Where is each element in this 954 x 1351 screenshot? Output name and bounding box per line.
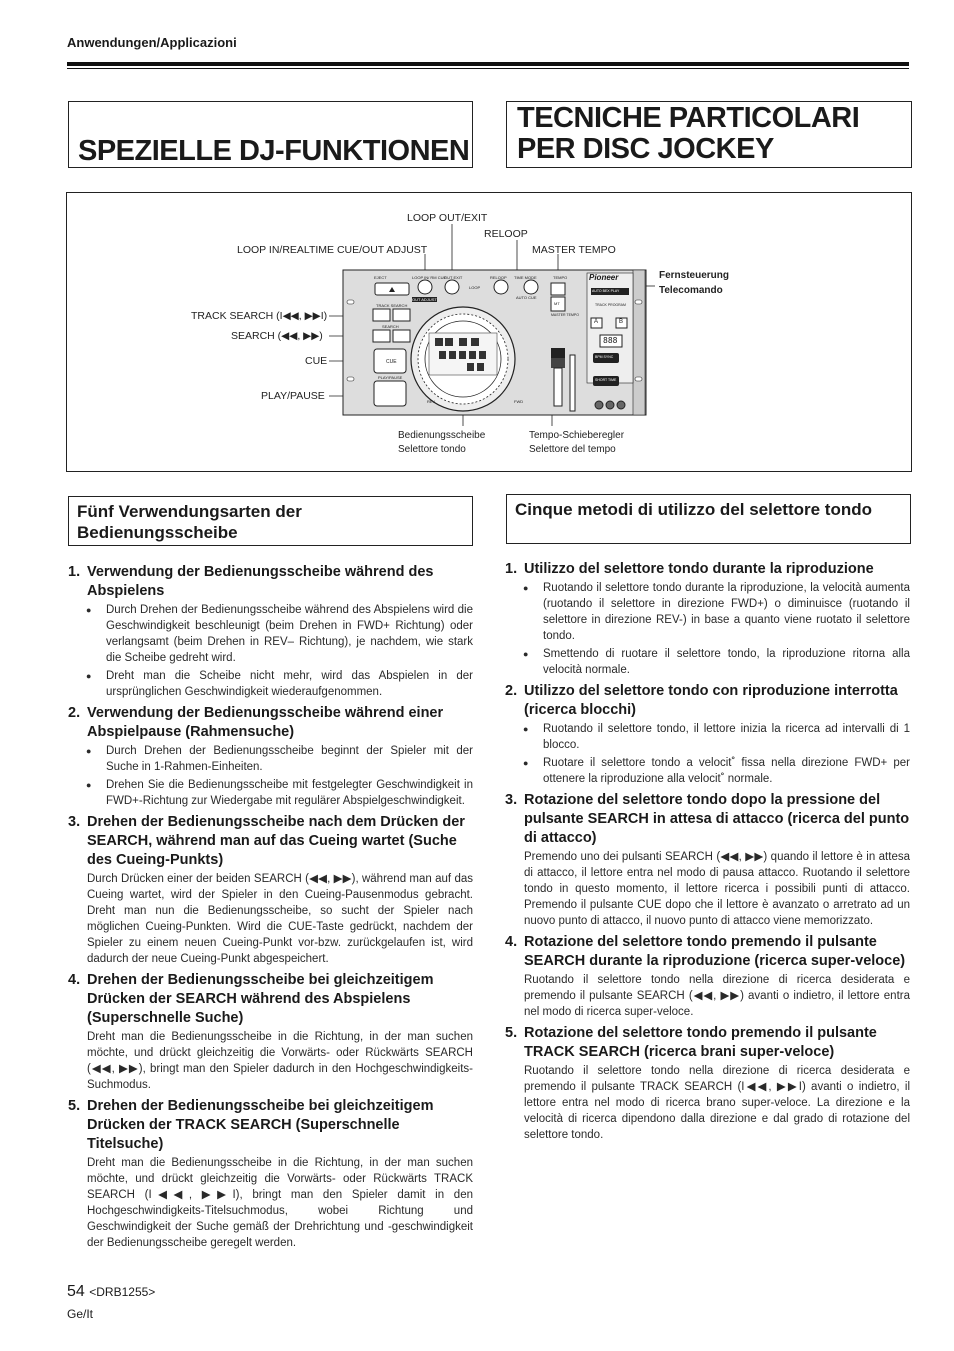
italian-item-4-title: [505, 933, 910, 971]
label-remote-it: Telecomando: [659, 285, 723, 296]
panel-tempo: TEMPO: [553, 275, 568, 280]
label-reloop: RELOOP: [484, 228, 528, 240]
panel-track-program: TRACK PROGRAM: [595, 303, 626, 307]
italian-item-5-title: [505, 1024, 910, 1062]
german-item-3-text: Durch Drücken einer der beiden SEARCH (◀◀, ▶▶), während man auf das Cueing wartet, wird der Spieler in den Cueing-Pausenmodus gebracht. Dreht man nun die Bedienungsscheibe, so sucht der Spieler nach möglichen Cueing-Punkten. Wird die CUE-Taste gedrückt, nachdem der Spieler zu einem neuen Cueing-Punkt vor-bzw. zurückgelaufen ist, wird dadurch der neue Cueing-Punkt abgespeichert.: [87, 873, 473, 965]
panel-reloop: RELOOP: [490, 275, 507, 280]
panel-eject: EJECT: [374, 275, 387, 280]
item-title-text: Utilizzo del selettore tondo con riproduzione interrotta (ricerca blocchi): [524, 683, 898, 718]
german-item-5-text: Dreht man die Bedienungsscheibe in die Richtung, in der man suchen möchte, und drückt gleichzeitig die Vorwärts- oder Rückwärts TRACK SEARCH (I◀◀, ▶▶I), bringt man den Spieler damit in den Hochgeschwindigkeits-Titelsuchmodus, wobei Richtung und Geschwindigkeit der Suche gemäß der Drehrichtung und -geschwindigkeit der Bedienungsscheibe geregelt werden.: [87, 1157, 473, 1249]
italian-item-1-bullet-1: ● Ruotando il selettore tondo durante la riproduzione, la velocità aumenta (ruotando il selettore in direzione FWD+) o diminuisce (ruotando il selettore in direzione REV-) in base a quanto viene ruotato il selettore tondo.: [505, 580, 910, 644]
italian-item-1-title: [505, 560, 910, 579]
language-code: Ge/It: [67, 1307, 94, 1321]
label-cue: CUE: [305, 355, 328, 367]
label-remote-de: Fernsteuerung: [659, 270, 730, 281]
italian-item-5-text: Ruotando il selettore tondo nella direzione di ricerca desiderata e premendo il pulsante TRACK SEARCH (I◀◀, ▶▶I) avanti o indietro, il lettore entra nel modo di ricerca brano super-veloce. La direzione e la velocità di ricerca dipendono dalla direzione e dal grado di rotazione del selettore tondo.: [524, 1065, 910, 1141]
german-item-5-title: [68, 1097, 473, 1154]
panel-fwd: FWD: [514, 399, 524, 404]
german-item-2-bullet-2: ● Drehen Sie die Bedienungsscheibe mit festgelegter Geschwindigkeit in FWD+-Richtung zur Wiedergabe mit regulärer Abspielgeschwindigkeit.: [68, 777, 473, 809]
label-tempo-de: Tempo-Schieberegler: [529, 430, 625, 441]
item-number: 4.: [68, 972, 81, 988]
item-title-text: Rotazione del selettore tondo dopo la pressione del pulsante SEARCH in attesa di attacco (ricerca del punto di attacco): [524, 792, 910, 846]
german-title-box: [68, 101, 473, 168]
panel-cue: CUE: [386, 359, 397, 365]
player-diagram: [66, 192, 912, 472]
panel-loop: LOOP: [469, 285, 481, 290]
german-title: SPEZIELLE DJ-FUNKTIONEN: [78, 135, 470, 167]
item-number: 4.: [505, 934, 518, 950]
italian-item-4-text: Ruotando il selettore tondo nella direzione di ricerca desiderata e premendo il pulsante SEARCH (◀◀, ▶▶) avanti o indietro, il lettore entra nel modo di ricerca super-veloce.: [524, 974, 910, 1018]
panel-out-exit: OUT EXIT: [444, 275, 463, 280]
label-master-tempo: MASTER TEMPO: [532, 244, 616, 256]
page-footer: [67, 1283, 155, 1301]
label-track-search: TRACK SEARCH (I◀◀, ▶▶I): [191, 310, 328, 322]
panel-out-adjust: OUT ADJUST: [412, 297, 437, 302]
item-title-text: Drehen der Bedienungsscheibe nach dem Drücken der SEARCH, während man auf das Cueing wartet (Suche des Cueing-Punkts): [87, 814, 465, 868]
german-item-2-bullet-1: ● Durch Drehen der Bedienungsscheibe beginnt der Spieler mit der Suche in 1-Rahmen-Einheiten.: [68, 743, 473, 775]
italian-title-line2: PER DISC JOCKEY: [517, 133, 774, 165]
german-item-2-title: [68, 704, 473, 742]
german-item-4-title: [68, 971, 473, 1028]
player-illustration: [67, 193, 913, 473]
italian-title-box: [506, 101, 912, 168]
italian-item-2-title: [505, 682, 910, 720]
item-title-text: Drehen der Bedienungsscheibe bei gleichzeitigem Drücken der SEARCH während des Abspielens (Superschnelle Suche): [87, 972, 434, 1026]
german-item-1-bullet-1: ● Durch Drehen der Bedienungsscheibe während des Abspielens wird die Geschwindigkeit beschleunigt (beim Drehen in FWD+ Richtung) oder verlangsamt (beim Drehen in REV– Richtung), je nachdem, wie stark die Scheibe gedreht wird.: [68, 602, 473, 666]
panel-brand-logo: Pioneer: [589, 273, 619, 282]
item-title-text: Rotazione del selettore tondo premendo il pulsante TRACK SEARCH (ricerca brani super-veloce): [524, 1025, 877, 1060]
label-loop-out-exit: LOOP OUT/EXIT: [407, 212, 488, 224]
item-number: 3.: [68, 814, 81, 830]
panel-bpm-sync: BPM SYNC: [595, 355, 614, 359]
label-jog-de: Bedienungsscheibe: [398, 430, 486, 441]
item-number: 2.: [505, 683, 518, 699]
panel-auto-cue: AUTO CUE: [516, 295, 537, 300]
german-section-heading: Fünf Verwendungsarten der Bedienungsscheibe: [68, 496, 473, 546]
german-item-1-title: [68, 563, 473, 601]
panel-rev: REV: [427, 399, 436, 404]
item-number: 5.: [505, 1025, 518, 1041]
italian-title-line1: TECNICHE PARTICOLARI: [517, 102, 860, 134]
item-number: 5.: [68, 1098, 81, 1114]
panel-short-time: SHORT TIME: [595, 378, 617, 382]
panel-auto-beat: AUTO BEX PLAY: [592, 289, 620, 293]
item-title-text: Verwendung der Bedienungsscheibe während einer Abspielpause (Rahmensuche): [87, 705, 444, 740]
item-title-text: Utilizzo del selettore tondo durante la riproduzione: [524, 561, 874, 577]
panel-master-tempo: MASTER TEMPO: [551, 313, 579, 317]
panel-loop-in: LOOP IN/ RM CUE: [412, 275, 447, 280]
label-tempo-it: Selettore del tempo: [529, 444, 616, 455]
header-rule: [67, 62, 909, 66]
german-column: [68, 559, 473, 1253]
italian-column: [505, 556, 910, 1145]
item-number: 2.: [68, 705, 81, 721]
item-number: 3.: [505, 792, 518, 808]
italian-item-3-title: [505, 791, 910, 848]
label-play-pause: PLAY/PAUSE: [261, 390, 325, 402]
italian-item-3-text: Premendo uno dei pulsanti SEARCH (◀◀, ▶▶) quando il lettore è in attesa di attacco, il lettore entra nel modo di pausa attacco. Ruotando il selettore tondo in questo momento, il lettore ricerca i possibili punti di attacco. Premendo il pulsante CUE dopo che il lettore è avanzato o arretrato ad un nuovo punto di attacco, il nuovo punto di attacco viene memorizzato.: [524, 851, 910, 927]
section-header: Anwendungen/Applicazioni: [67, 35, 237, 50]
panel-play-pause: PLAY/PAUSE: [378, 375, 403, 380]
italian-section-heading: Cinque metodi di utilizzo del selettore tondo: [506, 494, 911, 544]
page-number: 54: [67, 1283, 85, 1300]
german-item-1-bullet-2: ● Dreht man die Scheibe nicht mehr, wird das Abspielen in der ursprünglichen Geschwindigkeit wiederaufgenommen.: [68, 668, 473, 700]
document-code: <DRB1255>: [89, 1285, 156, 1299]
italian-item-2-bullet-1: ● Ruotando il selettore tondo, il lettore inizia la ricerca ad intervalli di 1 blocco.: [505, 721, 910, 753]
panel-display-digits: 888: [603, 336, 618, 345]
panel-track-search: TRACK SEARCH: [376, 303, 408, 308]
panel-time-mode: TIME MODE: [514, 275, 537, 280]
panel-mt: MT: [554, 301, 560, 306]
german-item-3-title: [68, 813, 473, 870]
panel-b: B: [619, 319, 624, 325]
item-number: 1.: [68, 564, 81, 580]
item-title-text: Verwendung der Bedienungsscheibe während des Abspielens: [87, 564, 434, 599]
italian-item-1-bullet-2: ● Smettendo di ruotare il selettore tondo, la riproduzione ritorna alla velocità normale.: [505, 646, 910, 678]
label-jog-it: Selettore tondo: [398, 444, 466, 455]
item-number: 1.: [505, 561, 518, 577]
panel-search: SEARCH: [382, 324, 399, 329]
label-loop-in: LOOP IN/REALTIME CUE/OUT ADJUST: [237, 244, 428, 256]
german-item-4-text: Dreht man die Bedienungsscheibe in die Richtung, in der man suchen möchte, und drückt gleichzeitig die Vorwärts- oder Rückwärts SEARCH (◀◀, ▶▶), bringt man den Spieler dadurch in den Hochgeschwindigkeits-Suchmodus.: [87, 1031, 473, 1091]
item-title-text: Drehen der Bedienungsscheibe bei gleichzeitigem Drücken der TRACK SEARCH (Superschnelle Titelsuche): [87, 1098, 434, 1152]
label-search: SEARCH (◀◀, ▶▶): [231, 330, 323, 342]
header-rule-thin: [67, 68, 909, 69]
item-title-text: Rotazione del selettore tondo premendo il pulsante SEARCH durante la riproduzione (ricerca super-veloce): [524, 934, 906, 969]
panel-a: A: [594, 319, 599, 325]
italian-item-2-bullet-2: ● Ruotare il selettore tondo a velocit˚ fissa nella direzione FWD+ per ottenere la riproduzione alla velocit˚ normale.: [505, 755, 910, 787]
